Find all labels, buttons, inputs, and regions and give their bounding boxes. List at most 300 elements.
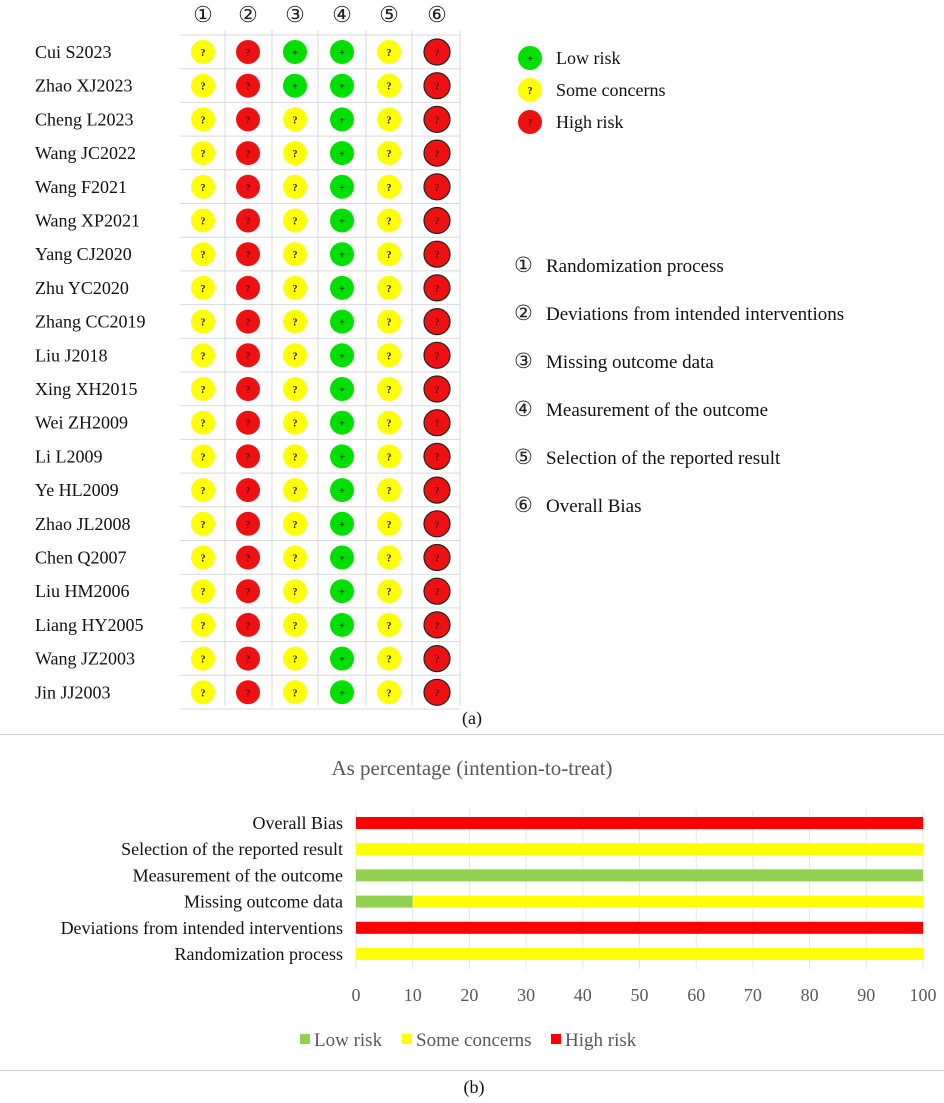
judgement-symbol: ? [386,688,392,700]
legend-high-swatch [551,1034,561,1044]
judgement-high-icon [424,578,450,604]
judgement-high-icon [424,73,450,99]
domain-key-label: Missing outcome data [546,352,714,373]
judgement-some-icon [283,377,307,401]
judgement-symbol: ? [245,418,251,430]
panel-a-caption: (a) [462,708,482,728]
judgement-symbol: ? [386,587,392,599]
domain-key-label: Randomization process [546,256,724,277]
judgement-symbol: ? [434,519,440,531]
judgement-symbol: + [339,553,345,565]
judgement-some-icon [191,579,215,603]
judgement-some-icon [191,680,215,704]
judgement-low-icon [330,546,354,570]
judgement-low-icon [330,680,354,704]
study-label: Liu J2018 [35,345,108,366]
domain-key-number: ⑥ [514,493,533,517]
judgement-some-icon [191,74,215,98]
judgement-some-icon [377,546,401,570]
judgement-symbol: + [339,351,345,363]
judgement-some-icon [283,209,307,233]
judgement-symbol: ? [434,351,440,363]
category-label: Randomization process [174,944,343,964]
judgement-low-icon [330,141,354,165]
column-header: ① [193,2,213,27]
domain-key-label: Overall Bias [546,496,642,517]
x-tick-label: 40 [573,985,592,1005]
judgement-some-icon [283,579,307,603]
x-tick-label: 90 [857,985,876,1005]
judgement-high-icon [236,343,260,367]
judgement-symbol: + [339,317,345,329]
judgement-symbol: + [339,182,345,194]
judgement-low-icon [330,444,354,468]
domain-key-label: Measurement of the outcome [546,400,769,421]
judgement-some-icon [377,310,401,334]
judgement-symbol: ? [386,486,392,498]
judgement-some-icon [191,377,215,401]
judgement-symbol: + [339,688,345,700]
judgement-symbol: + [339,587,345,599]
judgement-symbol: ? [200,351,206,363]
bar-segment-low [356,869,923,881]
judgement-some-icon [377,478,401,502]
judgement-symbol: ? [434,182,440,194]
judgement-high-icon [424,309,450,335]
judgement-symbol: ? [434,81,440,93]
bar-segment-high [356,817,923,829]
judgement-high-icon [236,242,260,266]
judgement-symbol: + [339,149,345,161]
judgement-some-icon [377,175,401,199]
category-label: Measurement of the outcome [132,865,343,886]
judgement-some-icon [283,242,307,266]
judgement-symbol: ? [245,115,251,127]
judgement-some-icon [191,310,215,334]
judgement-some-icon [283,310,307,334]
study-label: Cui S2023 [35,42,112,62]
bar-segment-some [356,948,923,960]
judgement-symbol: ? [292,283,298,295]
judgement-symbol: ? [245,620,251,632]
judgement-high-icon [236,377,260,401]
judgement-symbol: ? [245,81,251,93]
judgement-symbol: ? [292,149,298,161]
judgement-low-icon [330,579,354,603]
x-tick-label: 50 [630,985,649,1005]
judgement-symbol: ? [200,587,206,599]
judgement-high-icon [236,74,260,98]
judgement-symbol: ? [245,182,251,194]
judgement-symbol: ? [386,216,392,228]
judgement-symbol: ? [245,351,251,363]
panel-b-caption: (b) [463,1077,485,1097]
judgement-symbol: ? [200,486,206,498]
judgement-symbol: ? [434,688,440,700]
judgement-symbol: ? [434,250,440,262]
judgement-symbol: ? [245,385,251,396]
legend-label: High risk [565,1030,637,1051]
judgement-symbol: ? [200,553,206,565]
judgement-symbol: ? [200,81,206,93]
judgement-symbol: ? [292,620,298,632]
judgement-symbol: ? [200,250,206,262]
judgement-symbol: ? [386,553,392,565]
x-tick-label: 100 [909,985,937,1005]
domain-key-label: Deviations from intended interventions [546,304,845,325]
judgement-low-icon [330,107,354,131]
judgement-symbol: ? [434,48,440,59]
judgement-high-icon [424,410,450,436]
x-tick-label: 30 [517,985,536,1005]
judgement-some-icon [377,276,401,300]
judgement-symbol: ? [434,385,440,396]
judgement-high-icon [236,512,260,536]
judgement-some-icon [377,40,401,64]
judgement-symbol: ? [200,48,206,59]
judgement-low-icon [330,310,354,334]
judgement-symbol: + [339,283,345,295]
domain-key-number: ④ [514,397,533,421]
judgement-some-icon [191,343,215,367]
judgement-some-icon [283,546,307,570]
legend-symbol: ? [527,86,533,97]
judgement-symbol: ? [386,418,392,430]
study-label: Yang CJ2020 [35,244,132,265]
judgement-high-icon [424,477,450,503]
judgement-symbol: ? [245,587,251,599]
legend-label: Some concerns [416,1030,532,1051]
judgement-symbol: ? [200,654,206,666]
judgement-high-icon [236,276,260,300]
judgement-low-icon [330,512,354,536]
judgement-symbol: ? [386,149,392,161]
legend-some-swatch [402,1034,412,1044]
judgement-low-icon [283,74,307,98]
study-label: Zhang CC2019 [35,311,146,332]
judgement-high-icon [424,208,450,234]
judgement-symbol: ? [245,519,251,531]
judgement-some-icon [377,242,401,266]
judgement-high-icon [236,175,260,199]
judgement-some-icon [377,444,401,468]
divider-bottom [0,1070,944,1071]
study-label: Jin JJ2003 [35,682,111,703]
study-label: Li L2009 [35,446,103,467]
judgement-some-icon [283,444,307,468]
judgement-some-icon [283,512,307,536]
judgement-symbol: ? [245,317,251,329]
study-label: Zhao JL2008 [35,513,131,534]
judgement-symbol: ? [245,216,251,228]
judgement-symbol: ? [200,688,206,700]
column-header: ⑤ [379,2,399,27]
study-label: Ye HL2009 [35,480,119,501]
judgement-symbol: ? [434,587,440,599]
study-label: Wang JZ2003 [35,648,136,669]
judgement-some-icon [191,647,215,671]
judgement-symbol: + [339,452,345,464]
judgement-symbol: ? [386,250,392,262]
judgement-high-icon [236,546,260,570]
judgement-low-icon [330,478,354,502]
judgement-low-icon [330,647,354,671]
bar-segment-some [356,843,923,855]
judgement-symbol: + [339,620,345,632]
judgement-symbol: ? [292,115,298,127]
judgement-some-icon [191,613,215,637]
judgement-some-icon [283,276,307,300]
judgement-some-icon [377,141,401,165]
judgement-symbol: ? [386,654,392,666]
judgement-symbol: ? [434,216,440,228]
judgement-high-icon [424,511,450,537]
judgement-some-icon [191,209,215,233]
judgement-high-icon [236,613,260,637]
judgement-some-icon [191,546,215,570]
judgement-symbol: ? [434,620,440,632]
judgement-symbol: ? [292,452,298,464]
study-label: Liu HM2006 [35,581,130,602]
judgement-symbol: ? [200,317,206,329]
judgement-symbol: + [339,250,345,262]
x-tick-label: 20 [460,985,479,1005]
judgement-high-icon [424,140,450,166]
judgement-symbol: ? [200,149,206,161]
judgement-high-icon [236,478,260,502]
judgement-some-icon [283,343,307,367]
judgement-high-icon [424,612,450,638]
judgement-symbol: ? [200,182,206,194]
judgement-symbol: + [292,81,298,93]
category-label: Overall Bias [252,813,343,833]
judgement-some-icon [283,647,307,671]
judgement-symbol: ? [292,654,298,666]
judgement-symbol: ? [386,385,392,396]
judgement-symbol: ? [434,654,440,666]
column-header: ④ [332,2,352,27]
domain-key-number: ① [514,253,533,277]
judgement-some-icon [377,579,401,603]
x-tick-label: 80 [800,985,819,1005]
judgement-low-icon [330,40,354,64]
judgement-some-icon [191,175,215,199]
judgement-some-icon [283,680,307,704]
judgement-high-icon [424,545,450,571]
judgement-symbol: + [339,115,345,127]
judgement-some-icon [377,613,401,637]
judgement-some-icon [283,107,307,131]
x-tick-label: 70 [743,985,762,1005]
x-tick-label: 60 [687,985,706,1005]
judgement-some-icon [191,276,215,300]
judgement-symbol: + [339,216,345,228]
judgement-symbol: ? [292,486,298,498]
judgement-symbol: ? [434,149,440,161]
judgement-low-icon [330,377,354,401]
judgement-high-icon [236,107,260,131]
judgement-symbol: ? [292,385,298,396]
judgement-low-icon [330,175,354,199]
legend-label: Some concerns [556,80,666,100]
judgement-symbol: + [339,519,345,531]
judgement-some-icon [283,478,307,502]
judgement-symbol: ? [386,452,392,464]
legend-symbol: + [527,54,533,65]
judgement-symbol: + [339,486,345,498]
judgement-some-icon [377,647,401,671]
study-label: Zhao XJ2023 [35,75,133,96]
judgement-symbol: ? [245,283,251,295]
judgement-symbol: + [339,385,345,396]
judgement-some-icon [283,411,307,435]
study-label: Wang JC2022 [35,143,137,164]
judgement-symbol: ? [245,452,251,464]
judgement-symbol: ? [292,519,298,531]
judgement-symbol: ? [292,317,298,329]
legend-low-swatch [300,1034,310,1044]
study-label: Wang XP2021 [35,210,141,231]
judgement-symbol: ? [292,587,298,599]
chart-title: As percentage (intention-to-treat) [331,756,613,780]
judgement-high-icon [236,141,260,165]
judgement-symbol: ? [386,620,392,632]
judgement-symbol: ? [292,250,298,262]
judgement-high-icon [424,241,450,267]
judgement-symbol: ? [292,688,298,700]
judgement-some-icon [377,209,401,233]
judgement-some-icon [377,680,401,704]
judgement-low-icon [330,242,354,266]
judgement-low-icon [330,411,354,435]
judgement-low-icon [283,40,307,64]
judgement-symbol: ? [245,654,251,666]
judgement-symbol: ? [434,486,440,498]
domain-key-number: ② [514,301,533,325]
judgement-symbol: ? [200,620,206,632]
judgement-some-icon [377,377,401,401]
category-label: Missing outcome data [184,891,343,912]
judgement-symbol: ? [434,452,440,464]
judgement-low-icon [330,613,354,637]
judgement-high-icon [236,680,260,704]
judgement-high-icon [236,647,260,671]
judgement-symbol: ? [386,115,392,127]
judgement-some-icon [377,343,401,367]
judgement-low-icon [330,74,354,98]
legend-label: High risk [556,112,624,132]
judgement-symbol: ? [245,486,251,498]
judgement-symbol: ? [292,216,298,228]
judgement-high-icon [424,106,450,132]
judgement-symbol: ? [200,385,206,396]
judgement-symbol: + [292,48,298,59]
judgement-high-icon [424,342,450,368]
judgement-symbol: ? [245,149,251,161]
judgement-high-icon [424,275,450,301]
judgement-high-icon [236,579,260,603]
judgement-symbol: ? [386,81,392,93]
judgement-some-icon [191,242,215,266]
judgement-high-icon [424,376,450,402]
judgement-symbol: ? [292,553,298,565]
judgement-symbol: ? [200,216,206,228]
judgement-some-icon [191,107,215,131]
judgement-some-icon [377,512,401,536]
judgement-symbol: ? [200,283,206,295]
judgement-symbol: + [339,418,345,430]
x-tick-label: 0 [351,985,361,1005]
judgement-high-icon [236,444,260,468]
judgement-symbol: ? [245,553,251,565]
study-label: Zhu YC2020 [35,277,129,298]
judgement-some-icon [191,478,215,502]
judgement-high-icon [424,443,450,469]
domain-key-label: Selection of the reported result [546,448,781,469]
judgement-some-icon [377,411,401,435]
judgement-symbol: ? [386,182,392,194]
study-label: Xing XH2015 [35,379,138,399]
x-tick-label: 10 [403,985,422,1005]
judgement-high-icon [424,646,450,672]
judgement-symbol: ? [434,418,440,430]
judgement-symbol: ? [200,519,206,531]
judgement-some-icon [191,141,215,165]
judgement-high-icon [236,310,260,334]
judgement-high-icon [424,174,450,200]
judgement-high-icon [236,411,260,435]
divider-top [0,734,944,735]
study-label: Liang HY2005 [35,614,144,635]
judgement-symbol: ? [434,115,440,127]
category-label: Selection of the reported result [121,839,343,860]
bar-segment-low [356,896,413,908]
study-label: Cheng L2023 [35,109,134,130]
judgement-symbol: ? [245,688,251,700]
judgement-symbol: ? [386,48,392,59]
judgement-symbol: ? [386,283,392,295]
judgement-low-icon [330,209,354,233]
judgement-symbol: ? [245,48,251,59]
domain-key-number: ③ [514,349,533,373]
judgement-symbol: ? [292,418,298,430]
judgement-some-icon [283,175,307,199]
judgement-symbol: ? [245,250,251,262]
judgement-symbol: + [339,48,345,59]
legend-label: Low risk [556,48,621,68]
judgement-symbol: ? [434,283,440,295]
judgement-some-icon [377,74,401,98]
judgement-symbol: ? [292,351,298,363]
bar-segment-some [413,896,923,908]
category-label: Deviations from intended interventions [60,917,343,938]
legend-label: Low risk [314,1030,383,1051]
domain-key-number: ⑤ [514,445,533,469]
judgement-high-icon [424,39,450,65]
judgement-some-icon [283,141,307,165]
judgement-symbol: ? [434,317,440,329]
summary-bar-chart [0,735,944,1103]
judgement-symbol: ? [200,418,206,430]
legend-symbol: ? [527,118,533,129]
judgement-low-icon [330,276,354,300]
judgement-symbol: ? [200,452,206,464]
column-header: ② [238,2,258,27]
column-header: ③ [285,2,305,27]
judgement-symbol: ? [386,519,392,531]
judgement-low-icon [330,343,354,367]
judgement-symbol: ? [434,553,440,565]
